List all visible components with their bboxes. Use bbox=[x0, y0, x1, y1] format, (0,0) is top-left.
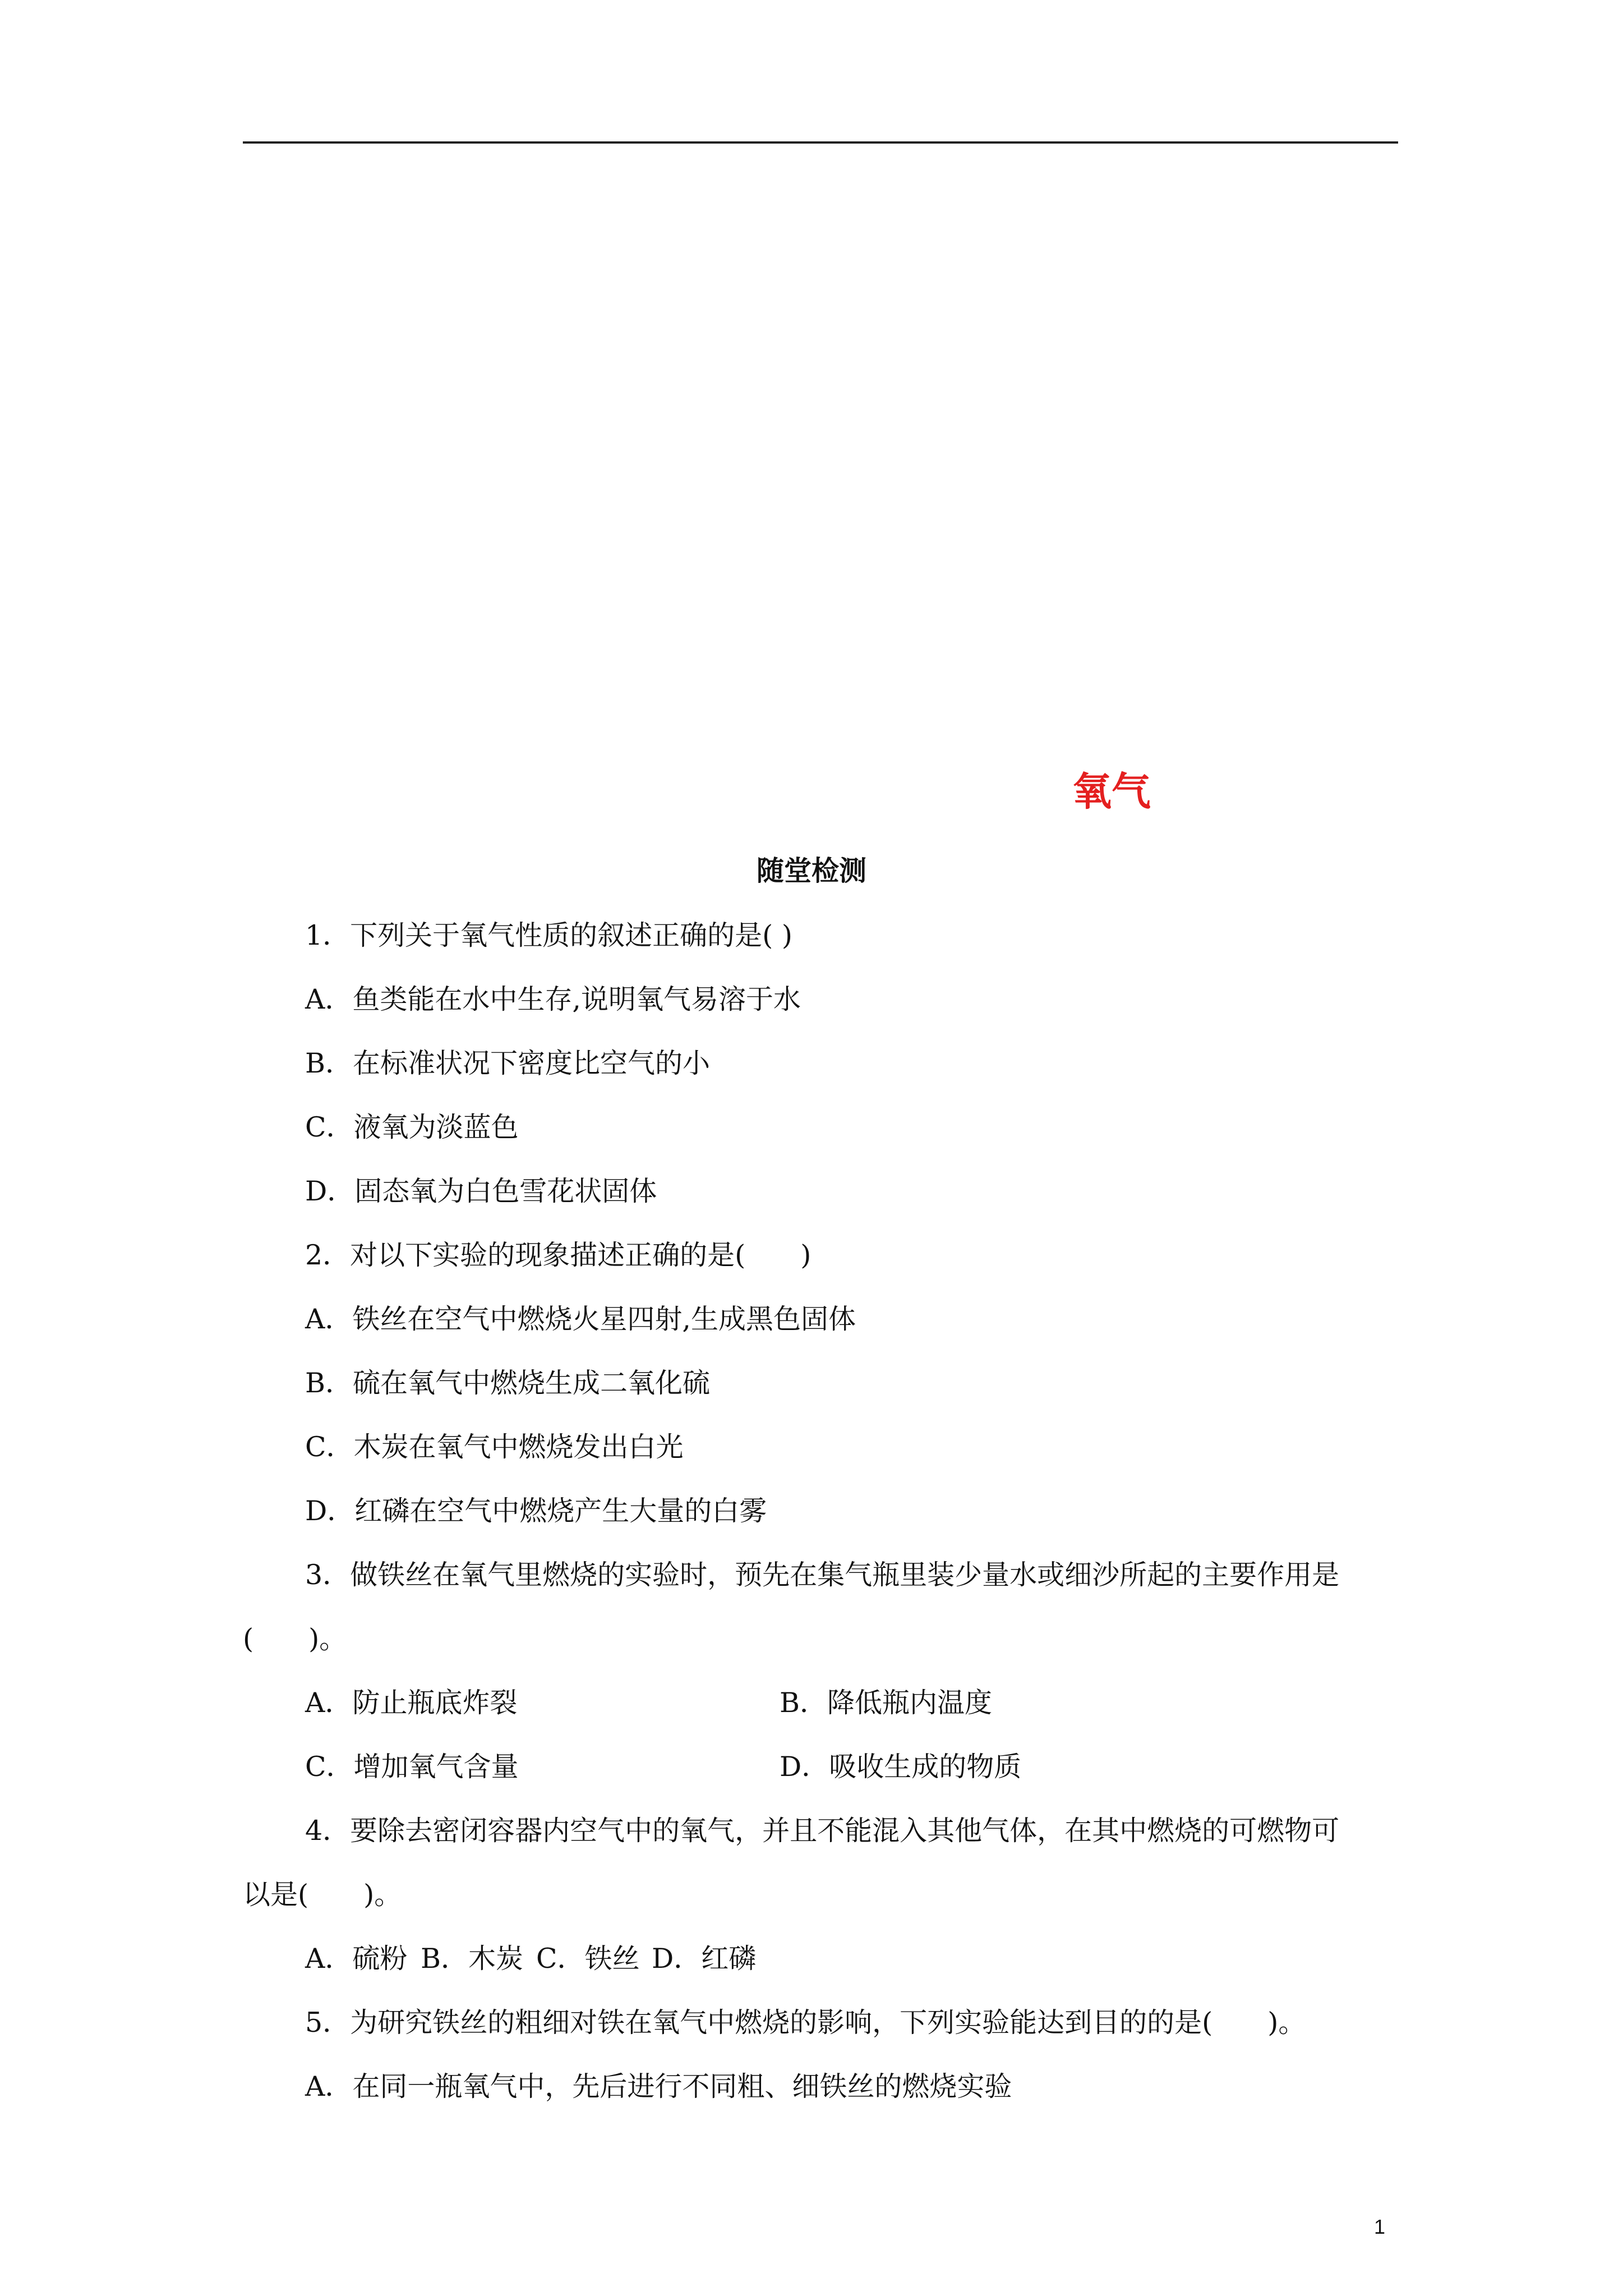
question-3-stem-line-1: 3．做铁丝在氧气里燃烧的实验时，预先在集气瓶里装少量水或细沙所起的主要作用是 bbox=[305, 1559, 1340, 1591]
question-4-option-b: B．木炭 bbox=[421, 1943, 524, 1975]
header-rule bbox=[243, 141, 1398, 144]
question-2-stem: 2．对以下实验的现象描述正确的是( ) bbox=[305, 1239, 811, 1271]
question-3-stem-line-2: ( )。 bbox=[243, 1623, 347, 1655]
question-1-option-d: D．固态氧为白色雪花状固体 bbox=[305, 1175, 657, 1207]
question-2-option-d: D．红磷在空气中燃烧产生大量的白雾 bbox=[305, 1495, 767, 1527]
question-2-option-a: A．铁丝在空气中燃烧火星四射,生成黑色固体 bbox=[305, 1303, 856, 1335]
section-title: 随堂检测 bbox=[756, 854, 866, 887]
question-3-option-a: A．防止瓶底炸裂 bbox=[305, 1687, 518, 1719]
question-1-option-a: A．鱼类能在水中生存,说明氧气易溶于水 bbox=[305, 983, 801, 1015]
question-3-option-d: D．吸收生成的物质 bbox=[780, 1751, 1022, 1783]
question-5-option-a: A．在同一瓶氧气中，先后进行不同粗、细铁丝的燃烧实验 bbox=[305, 2070, 1012, 2102]
document-title: 氧气 bbox=[1072, 768, 1151, 815]
question-1-stem: 1．下列关于氧气性质的叙述正确的是( ) bbox=[305, 919, 792, 951]
question-1-option-c: C．液氧为淡蓝色 bbox=[305, 1111, 519, 1143]
question-3-option-b: B．降低瓶内温度 bbox=[780, 1687, 993, 1719]
question-4-options bbox=[305, 1943, 757, 1975]
question-3-option-c: C．增加氧气含量 bbox=[305, 1751, 519, 1783]
question-2-option-c: C．木炭在氧气中燃烧发出白光 bbox=[305, 1431, 684, 1463]
question-4-option-a: A．硫粉 bbox=[305, 1943, 408, 1975]
question-2-option-b: B．硫在氧气中燃烧生成二氧化硫 bbox=[305, 1367, 711, 1399]
question-4-option-c: C．铁丝 bbox=[536, 1943, 640, 1975]
question-4-stem-line-2: 以是( )。 bbox=[243, 1879, 402, 1911]
page-number: 1 bbox=[1374, 2215, 1386, 2238]
question-4-option-d: D．红磷 bbox=[652, 1943, 757, 1975]
question-4-stem-line-1: 4．要除去密闭容器内空气中的氧气，并且不能混入其他气体，在其中燃烧的可燃物可 bbox=[305, 1815, 1340, 1847]
question-5-stem: 5．为研究铁丝的粗细对铁在氧气中燃烧的影响，下列实验能达到目的的是( )。 bbox=[305, 2007, 1306, 2039]
question-1-option-b: B．在标准状况下密度比空气的小 bbox=[305, 1047, 711, 1079]
